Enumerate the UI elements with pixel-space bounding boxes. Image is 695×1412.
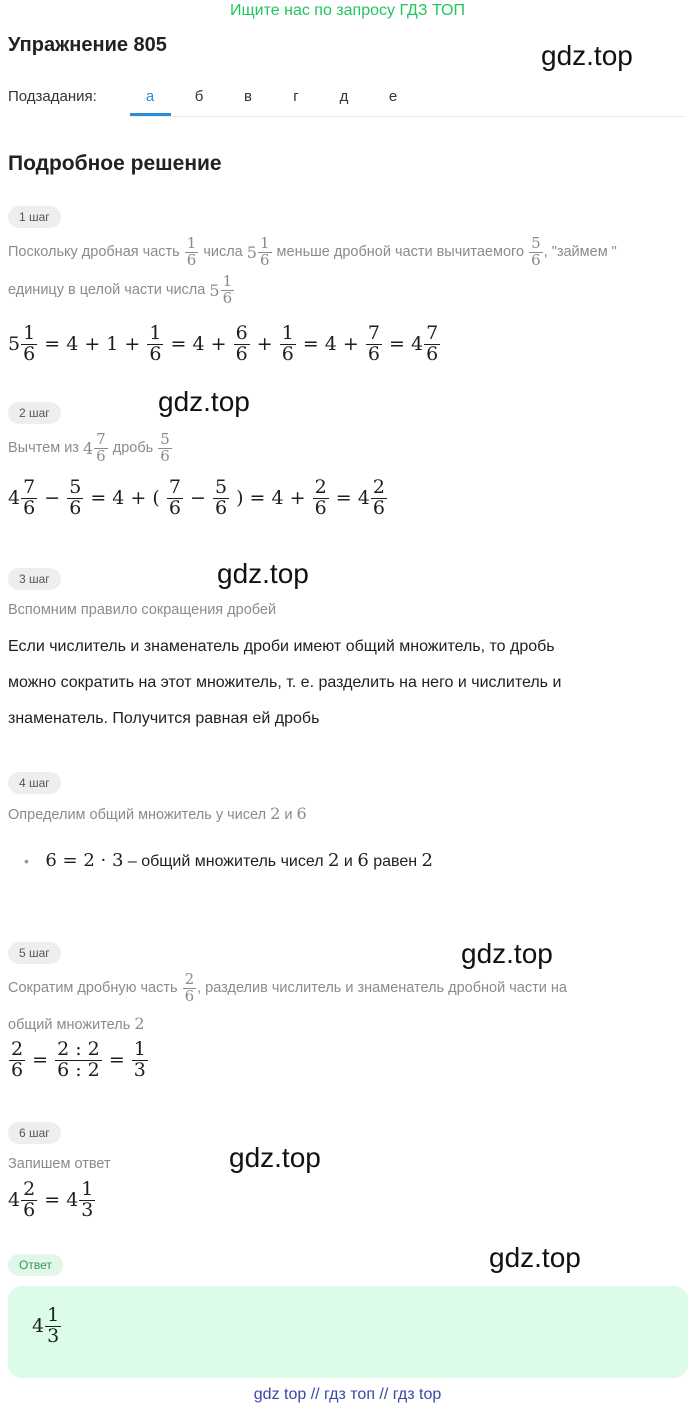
step-text: Поскольку дробная часть $\frac{1}{6}$ числа 5 $\frac{1}{6}$ меньше дробной части вычитаемого $\frac{5}{6}$ , "займем " xyxy=(8,234,617,269)
step-badge: 5 шаг xyxy=(8,942,61,964)
step-badge: 4 шаг xyxy=(8,772,61,794)
step-text: Запишем ответ xyxy=(8,1156,111,1172)
step-text: Сократим дробную часть $\frac{2}{6}$ , разделив числитель и знаменатель дробной части на xyxy=(8,970,567,1005)
equation: 4 $\frac{2}{6}$ = 4 $\frac{1}{3}$ xyxy=(8,1178,94,1221)
tab-a[interactable]: а xyxy=(145,88,155,105)
step-text: Вычтем из 4 $\frac{7}{6}$ дробь $\frac{5}{6}$ xyxy=(8,430,170,465)
tab-g[interactable]: г xyxy=(293,88,299,105)
watermark: gdz.top xyxy=(541,40,633,71)
search-banner: Ищите нас по запросу ГДЗ ТОП xyxy=(230,2,465,19)
step-text: Вспомним правило сокращения дробей xyxy=(8,602,277,618)
answer-value: 4 $\frac{1}{3}$ xyxy=(32,1304,60,1347)
rule-text: Если числитель и знаменатель дроби имеют общий множитель, то дробь xyxy=(8,638,555,655)
step-badge: 2 шаг xyxy=(8,402,61,424)
rule-text: знаменатель. Получится равная ей дробь xyxy=(8,710,320,727)
bullet-item: • 6 = 2 · 3 – общий множитель чисел 2 и 6 равен 2 xyxy=(24,850,433,871)
equation: $\frac{2}{6}$ = $\frac{2 : 2}{6 : 2}$ = $\frac{1}{3}$ xyxy=(11,1038,146,1081)
equation: 4 $\frac{7}{6}$ − $\frac{5}{6}$ = 4 + ( $\frac{7}{6}$ − $\frac{5}{6}$ ) = 4 + $\frac{2}{6}$ = 4 $\frac{2}{6}$ xyxy=(8,476,385,519)
watermark: gdz.top xyxy=(217,558,309,589)
footer-links[interactable]: gdz top // гдз топ // гдз top xyxy=(253,1386,442,1403)
tabs-divider xyxy=(130,116,686,117)
watermark: gdz.top xyxy=(229,1142,321,1173)
step-badge: 6 шаг xyxy=(8,1122,61,1144)
answer-box xyxy=(8,1286,688,1378)
subtasks-label: Подзадания: xyxy=(8,88,97,105)
step-text: Определим общий множитель у чисел 2 и 6 xyxy=(8,804,307,823)
watermark: gdz.top xyxy=(489,1242,581,1273)
tab-d[interactable]: д xyxy=(339,88,349,105)
watermark: gdz.top xyxy=(158,386,250,417)
equation: 5 $\frac{1}{6}$ = 4 + 1 + $\frac{1}{6}$ = 4 + $\frac{6}{6}$ + $\frac{1}{6}$ = 4 + $\frac{7}{6}$ = 4 $\frac{7}{6}$ xyxy=(8,322,439,365)
tab-v[interactable]: в xyxy=(244,88,252,105)
step-badge: 1 шаг xyxy=(8,206,61,228)
bullet-icon: • xyxy=(24,853,29,869)
answer-badge: Ответ xyxy=(8,1254,63,1276)
step-text: единицу в целой части числа 5 $\frac{1}{6}$ xyxy=(8,272,233,307)
tab-b[interactable]: б xyxy=(194,88,204,105)
page-title: Упражнение 805 xyxy=(8,34,167,56)
rule-text: можно сократить на этот множитель, т. е. разделить на него и числитель и xyxy=(8,674,562,691)
watermark: gdz.top xyxy=(461,938,553,969)
section-title: Подробное решение xyxy=(8,152,222,175)
tab-e[interactable]: е xyxy=(388,88,398,105)
step-badge: 3 шаг xyxy=(8,568,61,590)
step-text: общий множитель 2 xyxy=(8,1014,145,1033)
